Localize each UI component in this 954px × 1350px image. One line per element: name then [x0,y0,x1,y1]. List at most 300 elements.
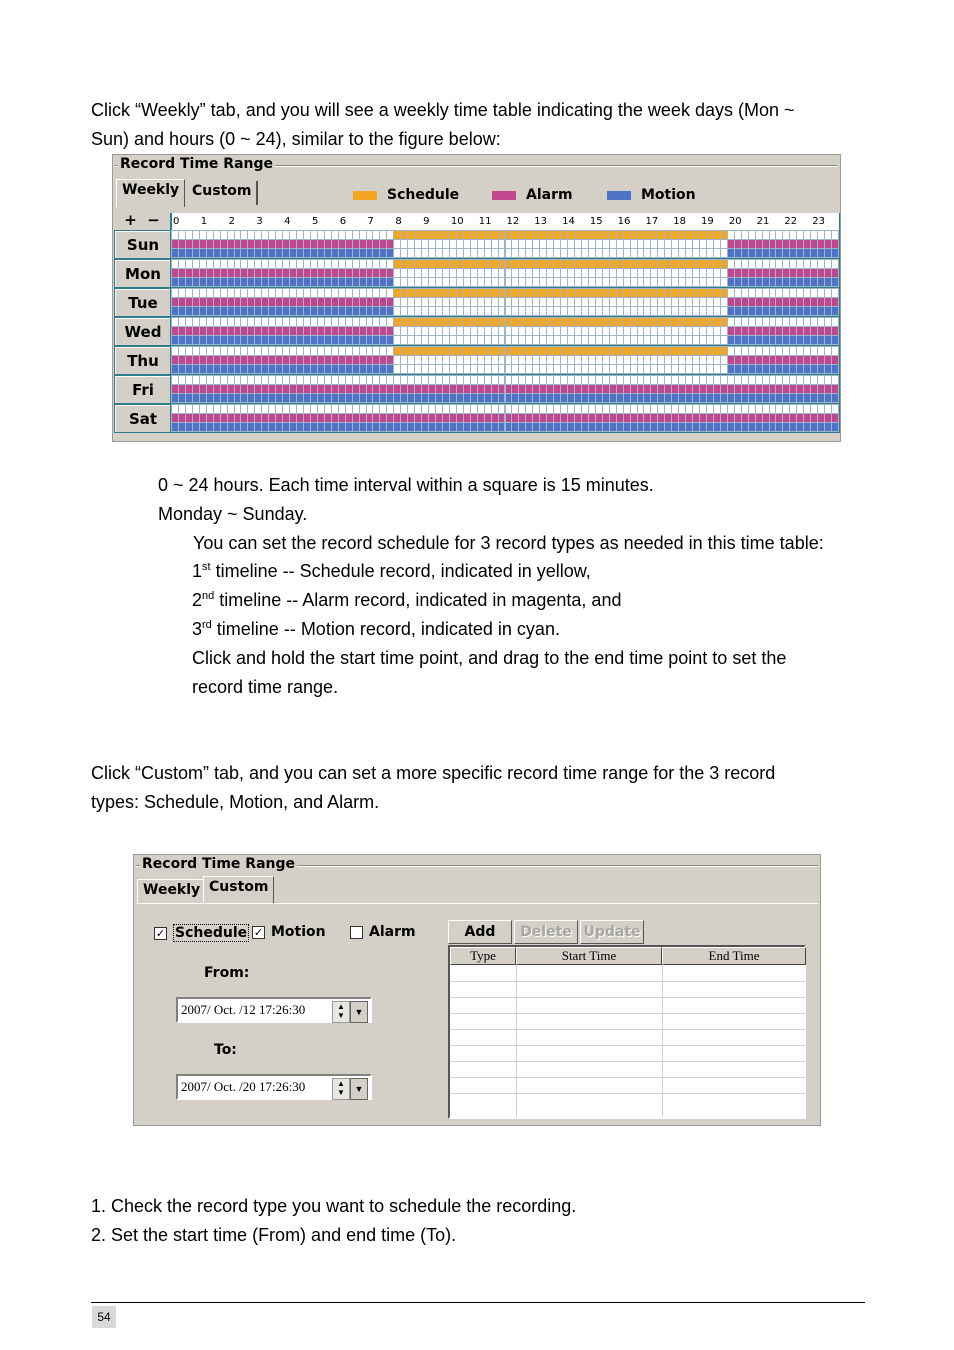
schedule-cell[interactable] [797,347,803,355]
schedule-cell[interactable] [693,289,699,297]
schedule-cell[interactable] [436,376,442,384]
motion-cell[interactable] [804,394,810,402]
alarm-cell[interactable] [304,385,310,393]
motion-cell[interactable] [575,278,581,286]
zoom-in-button[interactable]: + [124,211,137,229]
motion-cell[interactable] [353,336,359,344]
schedule-cell[interactable] [318,405,324,413]
alarm-cell[interactable] [533,269,539,277]
motion-cell[interactable] [686,307,692,315]
alarm-cell[interactable] [512,269,518,277]
alarm-cell[interactable] [422,327,428,335]
schedule-cell[interactable] [610,347,616,355]
motion-cell[interactable] [492,394,498,402]
alarm-cell[interactable] [776,298,782,306]
motion-cell[interactable] [401,423,407,431]
motion-cell[interactable] [492,307,498,315]
schedule-cell[interactable] [638,231,644,239]
alarm-cell[interactable] [207,356,213,364]
alarm-cell[interactable] [596,414,602,422]
schedule-cell[interactable] [707,289,713,297]
motion-cell[interactable] [735,394,741,402]
schedule-cell[interactable] [262,318,268,326]
schedule-cell[interactable] [728,376,734,384]
schedule-cell[interactable] [200,376,206,384]
alarm-cell[interactable] [804,414,810,422]
schedule-cell[interactable] [422,376,428,384]
motion-cell[interactable] [478,278,484,286]
schedule-cell[interactable] [568,347,574,355]
alarm-cell[interactable] [519,240,525,248]
schedule-cell[interactable] [638,318,644,326]
schedule-cell[interactable] [269,347,275,355]
motion-cell[interactable] [561,307,567,315]
motion-cell[interactable] [617,423,623,431]
motion-cell[interactable] [172,307,178,315]
alarm-cell[interactable] [297,269,303,277]
alarm-cell[interactable] [825,356,831,364]
schedule-cell[interactable] [804,231,810,239]
add-button[interactable]: Add [448,920,512,944]
alarm-cell[interactable] [193,327,199,335]
schedule-cell[interactable] [533,376,539,384]
alarm-cell[interactable] [228,385,234,393]
schedule-cell[interactable] [214,231,220,239]
schedule-cell[interactable] [679,405,685,413]
from-spinner-icon[interactable]: ▲ ▼ [332,1001,350,1023]
motion-cell[interactable] [478,307,484,315]
alarm-cell[interactable] [665,298,671,306]
alarm-cell[interactable] [554,356,560,364]
schedule-cell[interactable] [811,318,817,326]
motion-cell[interactable] [644,394,650,402]
motion-cell[interactable] [610,278,616,286]
motion-cell[interactable] [679,336,685,344]
schedule-cell[interactable] [450,405,456,413]
schedule-cell[interactable] [728,289,734,297]
schedule-cell[interactable] [533,260,539,268]
schedule-cell[interactable] [193,260,199,268]
schedule-cell[interactable] [318,376,324,384]
alarm-cell[interactable] [742,269,748,277]
schedule-cell[interactable] [304,376,310,384]
schedule-cell[interactable] [450,347,456,355]
alarm-cell[interactable] [221,327,227,335]
schedule-cell[interactable] [443,318,449,326]
alarm-cell[interactable] [373,356,379,364]
motion-cell[interactable] [617,336,623,344]
motion-cell[interactable] [262,336,268,344]
alarm-cell[interactable] [686,240,692,248]
motion-cell[interactable] [804,365,810,373]
alarm-cell[interactable] [519,414,525,422]
motion-cell[interactable] [693,365,699,373]
schedule-cell[interactable] [380,376,386,384]
alarm-cell[interactable] [429,385,435,393]
schedule-cell[interactable] [415,376,421,384]
schedule-cell[interactable] [561,347,567,355]
motion-cell[interactable] [533,307,539,315]
alarm-cell[interactable] [499,298,505,306]
schedule-cell[interactable] [686,318,692,326]
motion-cell[interactable] [360,423,366,431]
schedule-cell[interactable] [241,231,247,239]
schedule-cell[interactable] [332,231,338,239]
alarm-cell[interactable] [679,327,685,335]
schedule-cell[interactable] [193,231,199,239]
schedule-cell[interactable] [686,376,692,384]
motion-cell[interactable] [658,336,664,344]
alarm-cell[interactable] [429,414,435,422]
alarm-cell[interactable] [360,269,366,277]
alarm-cell[interactable] [318,269,324,277]
alarm-cell[interactable] [373,240,379,248]
motion-cell[interactable] [367,394,373,402]
alarm-cell[interactable] [499,356,505,364]
schedule-cell[interactable] [346,289,352,297]
motion-cell[interactable] [339,423,345,431]
alarm-cell[interactable] [353,269,359,277]
motion-cell[interactable] [297,278,303,286]
motion-cell[interactable] [262,307,268,315]
alarm-cell[interactable] [617,385,623,393]
schedule-cell[interactable] [311,231,317,239]
motion-cell[interactable] [526,278,532,286]
alarm-cell[interactable] [415,414,421,422]
schedule-cell[interactable] [714,260,720,268]
motion-cell[interactable] [575,336,581,344]
motion-cell[interactable] [749,336,755,344]
schedule-cell[interactable] [499,405,505,413]
schedule-cell[interactable] [756,231,762,239]
motion-cell[interactable] [311,249,317,257]
day-row-sat[interactable] [172,405,839,432]
motion-cell[interactable] [651,365,657,373]
alarm-cell[interactable] [401,327,407,335]
schedule-cell[interactable] [679,260,685,268]
motion-cell[interactable] [631,365,637,373]
alarm-cell[interactable] [644,298,650,306]
motion-cell[interactable] [665,307,671,315]
schedule-cell[interactable] [478,318,484,326]
motion-cell[interactable] [262,394,268,402]
schedule-cell[interactable] [457,405,463,413]
alarm-cell[interactable] [561,356,567,364]
motion-cell[interactable] [214,423,220,431]
motion-cell[interactable] [429,278,435,286]
schedule-cell[interactable] [554,376,560,384]
alarm-cell[interactable] [471,327,477,335]
alarm-cell[interactable] [763,414,769,422]
alarm-cell[interactable] [512,356,518,364]
schedule-cell[interactable] [686,231,692,239]
schedule-cell[interactable] [554,405,560,413]
schedule-cell[interactable] [818,260,824,268]
motion-cell[interactable] [318,336,324,344]
motion-cell[interactable] [450,394,456,402]
alarm-cell[interactable] [415,298,421,306]
schedule-cell[interactable] [367,347,373,355]
alarm-cell[interactable] [631,356,637,364]
alarm-cell[interactable] [533,414,539,422]
schedule-cell[interactable] [269,376,275,384]
motion-cell[interactable] [228,336,234,344]
alarm-cell[interactable] [186,327,192,335]
motion-cell[interactable] [533,423,539,431]
alarm-cell[interactable] [832,298,838,306]
motion-cell[interactable] [235,249,241,257]
motion-cell[interactable] [207,365,213,373]
schedule-cell[interactable] [367,260,373,268]
schedule-cell[interactable] [512,289,518,297]
alarm-cell[interactable] [526,385,532,393]
schedule-cell[interactable] [526,376,532,384]
schedule-cell[interactable] [749,347,755,355]
schedule-cell[interactable] [408,260,414,268]
motion-cell[interactable] [742,278,748,286]
motion-cell[interactable] [783,423,789,431]
alarm-cell[interactable] [311,327,317,335]
alarm-cell[interactable] [408,240,414,248]
motion-cell[interactable] [464,336,470,344]
alarm-cell[interactable] [262,240,268,248]
schedule-cell[interactable] [228,289,234,297]
schedule-cell[interactable] [179,260,185,268]
schedule-cell[interactable] [207,376,213,384]
alarm-cell[interactable] [457,269,463,277]
schedule-cell[interactable] [638,260,644,268]
schedule-cell[interactable] [373,231,379,239]
motion-cell[interactable] [547,423,553,431]
schedule-cell[interactable] [693,318,699,326]
schedule-cell[interactable] [644,376,650,384]
alarm-cell[interactable] [582,414,588,422]
alarm-cell[interactable] [568,414,574,422]
schedule-cell[interactable] [283,289,289,297]
motion-cell[interactable] [235,365,241,373]
alarm-cell[interactable] [519,327,525,335]
schedule-cell[interactable] [443,231,449,239]
schedule-cell[interactable] [269,231,275,239]
schedule-cell[interactable] [763,347,769,355]
motion-cell[interactable] [693,307,699,315]
motion-cell[interactable] [297,336,303,344]
schedule-cell[interactable] [235,376,241,384]
schedule-cell[interactable] [408,231,414,239]
motion-cell[interactable] [554,336,560,344]
motion-cell[interactable] [575,365,581,373]
schedule-cell[interactable] [735,347,741,355]
schedule-cell[interactable] [533,405,539,413]
schedule-cell[interactable] [318,318,324,326]
schedule-cell[interactable] [672,260,678,268]
schedule-cell[interactable] [235,289,241,297]
schedule-cell[interactable] [360,347,366,355]
motion-cell[interactable] [471,394,477,402]
schedule-cell[interactable] [380,289,386,297]
alarm-cell[interactable] [283,327,289,335]
motion-cell[interactable] [589,307,595,315]
schedule-cell[interactable] [408,347,414,355]
motion-cell[interactable] [207,423,213,431]
alarm-cell[interactable] [624,356,630,364]
motion-cell[interactable] [401,249,407,257]
alarm-cell[interactable] [332,298,338,306]
schedule-cell[interactable] [790,405,796,413]
schedule-cell[interactable] [714,376,720,384]
motion-cell[interactable] [228,307,234,315]
motion-cell[interactable] [617,278,623,286]
motion-cell[interactable] [422,365,428,373]
schedule-cell[interactable] [512,347,518,355]
motion-cell[interactable] [665,394,671,402]
motion-cell[interactable] [631,307,637,315]
motion-cell[interactable] [790,336,796,344]
alarm-cell[interactable] [818,298,824,306]
alarm-cell[interactable] [797,240,803,248]
schedule-cell[interactable] [756,289,762,297]
alarm-cell[interactable] [332,356,338,364]
schedule-cell[interactable] [631,347,637,355]
alarm-cell[interactable] [478,240,484,248]
motion-cell[interactable] [457,249,463,257]
alarm-cell[interactable] [596,327,602,335]
alarm-cell[interactable] [770,240,776,248]
motion-cell[interactable] [415,249,421,257]
schedule-cell[interactable] [492,405,498,413]
motion-cell[interactable] [485,365,491,373]
day-row-fri[interactable] [172,376,839,403]
alarm-cell[interactable] [360,327,366,335]
motion-cell[interactable] [756,249,762,257]
motion-cell[interactable] [700,423,706,431]
schedule-cell[interactable] [221,289,227,297]
alarm-cell[interactable] [693,298,699,306]
motion-cell[interactable] [519,394,525,402]
alarm-cell[interactable] [478,269,484,277]
alarm-cell[interactable] [325,327,331,335]
alarm-cell[interactable] [179,327,185,335]
alarm-cell[interactable] [825,240,831,248]
schedule-cell[interactable] [686,289,692,297]
alarm-cell[interactable] [248,327,254,335]
alarm-cell[interactable] [193,298,199,306]
motion-cell[interactable] [596,336,602,344]
motion-cell[interactable] [610,423,616,431]
alarm-cell[interactable] [492,356,498,364]
motion-cell[interactable] [582,336,588,344]
motion-cell[interactable] [707,336,713,344]
schedule-cell[interactable] [193,376,199,384]
motion-cell[interactable] [318,423,324,431]
motion-cell[interactable] [735,423,741,431]
alarm-cell[interactable] [304,240,310,248]
motion-cell[interactable] [346,249,352,257]
day-row-tue[interactable] [172,289,839,316]
alarm-cell[interactable] [790,240,796,248]
schedule-cell[interactable] [499,376,505,384]
motion-cell[interactable] [700,249,706,257]
schedule-cell[interactable] [248,405,254,413]
alarm-cell[interactable] [512,298,518,306]
alarm-cell[interactable] [228,298,234,306]
alarm-cell[interactable] [749,356,755,364]
schedule-cell[interactable] [248,318,254,326]
schedule-cell[interactable] [429,231,435,239]
alarm-cell[interactable] [603,327,609,335]
motion-cell[interactable] [241,394,247,402]
motion-cell[interactable] [346,394,352,402]
motion-cell[interactable] [610,307,616,315]
alarm-cell[interactable] [756,269,762,277]
alarm-cell[interactable] [353,240,359,248]
schedule-cell[interactable] [193,347,199,355]
motion-cell[interactable] [811,336,817,344]
alarm-cell[interactable] [179,385,185,393]
motion-cell[interactable] [519,307,525,315]
schedule-checkbox[interactable]: ✓ Schedule [155,925,248,941]
schedule-cell[interactable] [735,260,741,268]
motion-cell[interactable] [596,249,602,257]
alarm-cell[interactable] [436,385,442,393]
motion-cell[interactable] [561,365,567,373]
motion-cell[interactable] [526,307,532,315]
schedule-cell[interactable] [644,260,650,268]
motion-cell[interactable] [283,423,289,431]
motion-cell[interactable] [380,278,386,286]
motion-cell[interactable] [763,394,769,402]
schedule-cell[interactable] [283,231,289,239]
motion-cell[interactable] [714,423,720,431]
alarm-cell[interactable] [832,414,838,422]
schedule-cell[interactable] [353,260,359,268]
schedule-cell[interactable] [832,376,838,384]
schedule-cell[interactable] [756,260,762,268]
motion-cell[interactable] [832,365,838,373]
motion-cell[interactable] [248,307,254,315]
motion-cell[interactable] [554,249,560,257]
motion-cell[interactable] [387,307,393,315]
alarm-cell[interactable] [367,385,373,393]
schedule-cell[interactable] [422,289,428,297]
schedule-cell[interactable] [770,260,776,268]
schedule-cell[interactable] [499,289,505,297]
schedule-cell[interactable] [610,318,616,326]
alarm-cell[interactable] [624,414,630,422]
alarm-cell[interactable] [464,269,470,277]
motion-cell[interactable] [283,336,289,344]
schedule-cell[interactable] [373,318,379,326]
schedule-cell[interactable] [672,289,678,297]
alarm-cell[interactable] [443,269,449,277]
schedule-cell[interactable] [832,231,838,239]
alarm-cell[interactable] [638,327,644,335]
schedule-cell[interactable] [644,405,650,413]
motion-cell[interactable] [380,365,386,373]
motion-cell[interactable] [756,394,762,402]
alarm-cell[interactable] [763,356,769,364]
alarm-cell[interactable] [686,414,692,422]
motion-cell[interactable] [804,249,810,257]
alarm-cell[interactable] [179,269,185,277]
schedule-cell[interactable] [450,260,456,268]
alarm-cell[interactable] [283,414,289,422]
alarm-cell[interactable] [658,240,664,248]
motion-cell[interactable] [241,307,247,315]
motion-cell[interactable] [547,278,553,286]
alarm-cell[interactable] [450,240,456,248]
alarm-cell[interactable] [214,298,220,306]
